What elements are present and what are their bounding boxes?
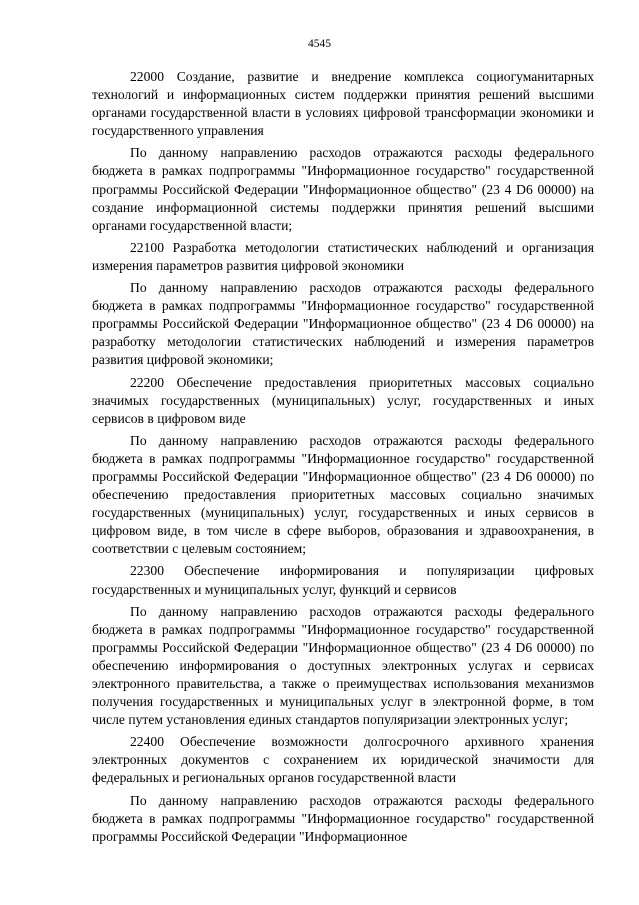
section-heading-22400: 22400 Обеспечение возможности долгосрочного архивного хранения электронных документов с сохранением их юридической значимости для федеральных и региональных органов государственной власти <box>92 734 594 786</box>
section-description-22300: По данному направлению расходов отражаются расходы федерального бюджета в рамках подпрограммы "Информационное государство" государственной программы Российской Федерации "Информационное общество" (23 4 D6 00000) по обеспечению информирования о доступных электронных услугах и сервисах электронного правительства, а также о преимуществах использования механизмов получения государственных и муниципальных услуг в электронной форме, в том числе путем установления единых стандартов популяризации электронных услуг; <box>92 603 594 728</box>
section-description-22200: По данному направлению расходов отражаются расходы федерального бюджета в рамках подпрограммы "Информационное государство" государственной программы Российской Федерации "Информационное общество" (23 4 D6 00000) по обеспечению предоставления приоритетных массовых социально значимых государственных (муниципальных) услуг, государственных и иных сервисов в цифровом виде, в том числе в сфере выборов, образования и здравоохранения, в соответствии с целевым состоянием; <box>92 432 594 557</box>
section-description-22000: По данному направлению расходов отражаются расходы федерального бюджета в рамках подпрограммы "Информационное государство" государственной программы Российской Федерации "Информационное общество" (23 4 D6 00000) на создание информационной системы поддержки принятия решений высшими органами государственной власти; <box>92 145 594 233</box>
document-body <box>92 68 594 846</box>
section-heading-22100: 22100 Разработка методологии статистических наблюдений и организация измерения параметров развития цифровой экономики <box>92 239 594 273</box>
section-heading-22000: 22000 Создание, развитие и внедрение комплекса социогуманитарных технологий и информационных систем поддержки принятия решений высшими органами государственной власти в условиях цифровой трансформации экономики и государственного управления <box>92 69 594 139</box>
section-description-22100: По данному направлению расходов отражаются расходы федерального бюджета в рамках подпрограммы "Информационное государство" государственной программы Российской Федерации "Информационное общество" (23 4 D6 00000) на разработку методологии статистических наблюдений и измерения параметров развития цифровой экономики; <box>92 280 594 368</box>
page-number: 4545 <box>308 38 331 50</box>
section-description-22400: По данному направлению расходов отражаются расходы федерального бюджета в рамках подпрограммы "Информационное государство" государственной программы Российской Федерации "Информационное <box>92 792 594 844</box>
section-heading-22300: 22300 Обеспечение информирования и популяризации цифровых государственных и муниципальных услуг, функций и сервисов <box>92 563 594 597</box>
section-heading-22200: 22200 Обеспечение предоставления приоритетных массовых социально значимых государственных (муниципальных) услуг, государственных и иных сервисов в цифровом виде <box>92 374 594 426</box>
